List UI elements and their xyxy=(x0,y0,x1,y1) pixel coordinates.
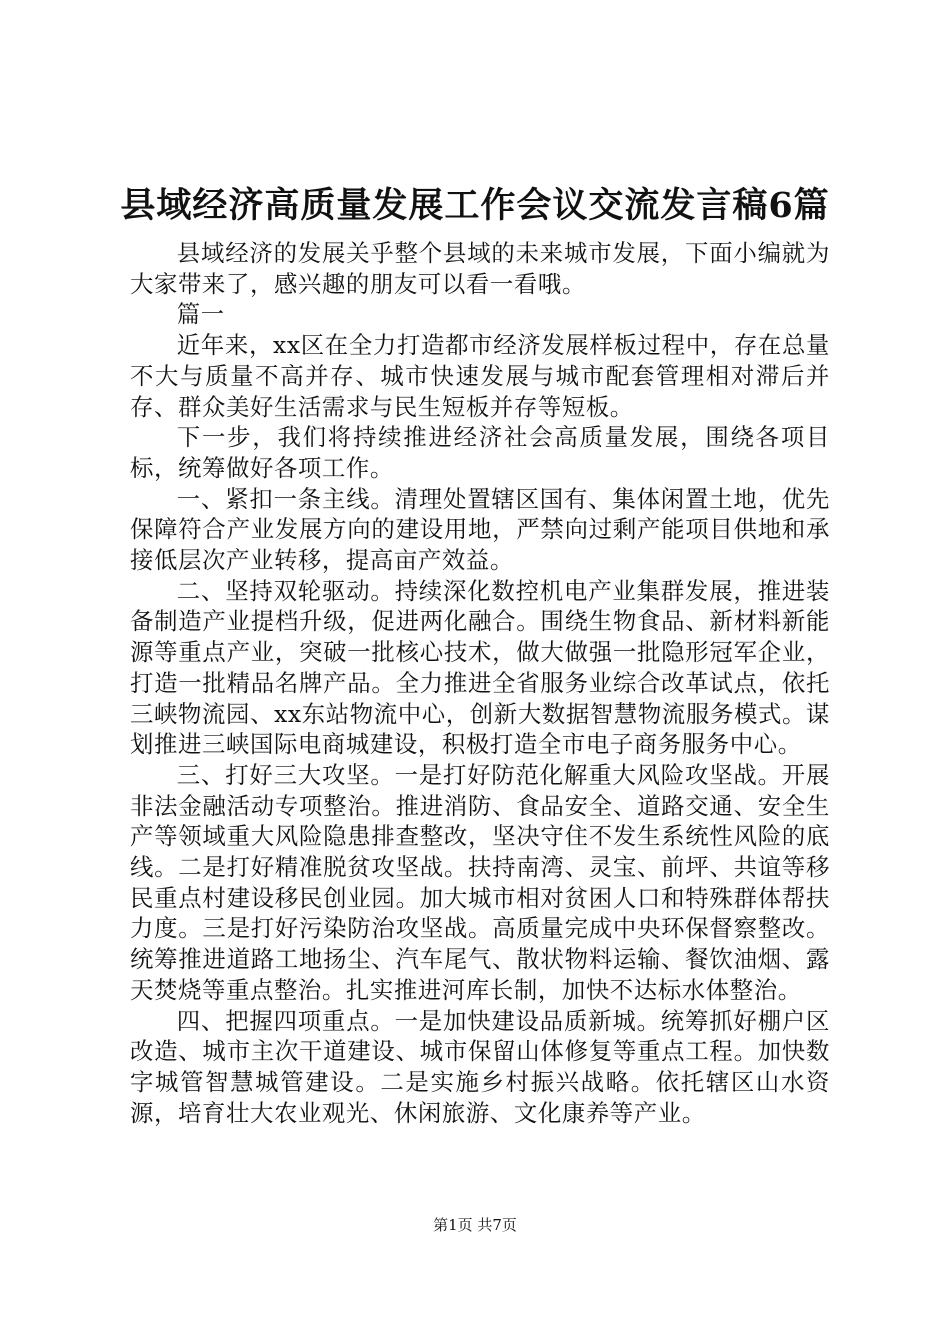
section-heading: 篇一 xyxy=(176,300,225,329)
body-paragraph: 四、把握四项重点。一是加快建设品质新城。统筹抓好棚户区改造、城市主次干道建设、城市保留山体修复等重点工程。加快数字城管智慧城管建设。二是实施乡村振兴战略。依托辖区山水资源，培育壮大农业观光、休闲旅游、文化康养等产业。 xyxy=(130,1006,830,1127)
body-paragraph: 二、坚持双轮驱动。持续深化数控机电产业集群发展，推进装备制造产业提档升级，促进两化融合。围绕生物食品、新材料新能源等重点产业，突破一批核心技术，做大做强一批隐形冠军企业，打造一批精品名牌产品。全力推进全省服务业综合改革试点，依托三峡物流园、xx东站物流中心，创新大数据智慧物流服务模式。谋划推进三峡国际电商城建设，积极打造全市电子商务服务中心。 xyxy=(130,576,830,759)
document-title: 县域经济高质量发展工作会议交流发言稿6篇 xyxy=(120,185,830,226)
intro-paragraph: 县域经济的发展关乎整个县域的未来城市发展，下面小编就为大家带来了，感兴趣的朋友可以看一看哦。 xyxy=(130,239,830,298)
page-footer: 第1页 共7页 xyxy=(433,1216,517,1234)
body-paragraph: 一、紧扣一条主线。清理处置辖区国有、集体闲置土地，优先保障符合产业发展方向的建设用地，严禁向过剩产能项目供地和承接低层次产业转移，提高亩产效益。 xyxy=(130,484,830,575)
body-paragraph: 三、打好三大攻坚。一是打好防范化解重大风险攻坚战。开展非法金融活动专项整治。推进消防、食品安全、道路交通、安全生产等领域重大风险隐患排查整改，坚决守住不发生系统性风险的底线。二是打好精准脱贫攻坚战。扶持南湾、灵宝、前坪、共谊等移民重点村建设移民创业园。加大城市相对贫困人口和特殊群体帮扶力度。三是打好污染防治攻坚战。高质量完成中央环保督察整改。统筹推进道路工地扬尘、汽车尾气、散状物料运输、餐饮油烟、露天焚烧等重点整治。扎实推进河库长制，加快不达标水体整治。 xyxy=(130,760,830,1004)
body-paragraph: 下一步，我们将持续推进经济社会高质量发展，围绕各项目标，统筹做好各项工作。 xyxy=(130,423,830,482)
document-body xyxy=(130,238,830,1128)
body-paragraph: 近年来，xx区在全力打造都市经济发展样板过程中，存在总量不大与质量不高并存、城市快速发展与城市配套管理相对滞后并存、群众美好生活需求与民生短板并存等短板。 xyxy=(130,331,830,421)
